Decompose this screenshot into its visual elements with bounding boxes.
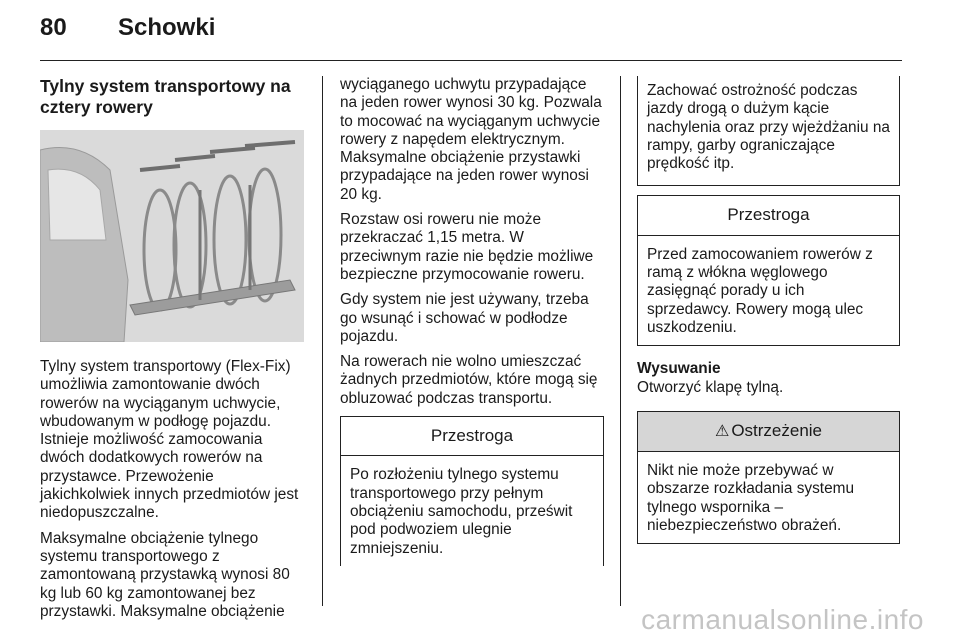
paragraph: Maksymalne obciążenie tylnego systemu transportowego z zamontowaną przystawką wynosi 80 kg lub 60 kg zamontowanej bez przystawki. Maksymalne obciążenie <box>40 529 290 620</box>
bike-carrier-illustration <box>40 130 304 342</box>
warning-title: Ostrzeżenie <box>731 420 823 440</box>
warning-triangle-icon: ⚠ <box>714 422 730 440</box>
paragraph: Gdy system nie jest używany, trzeba go wsunąć i schować w podłodze pojazdu. <box>340 291 589 345</box>
caution-title: Przestroga <box>341 417 603 456</box>
paragraph: wyciąganego uchwytu przypadające na jeden rower wynosi 30 kg. Pozwala to mocować na wyciąganym uchwycie rowery z napędem elektrycznym. Maksymalne obciążenie przystawki przypadające na jeden rower wynosi 20 kg. <box>340 76 602 203</box>
chapter-title: Schowki <box>118 14 216 41</box>
section-title: Tylny system transportowy na cztery rowery <box>40 76 291 117</box>
caution-box <box>340 416 604 566</box>
caution-text: Przed zamocowaniem rowerów z ramą z włókna węglowego zasięgnąć porady u ich sprzedawcy. Rowery mogą ulec uszkodzeniu. <box>647 245 873 336</box>
subheading: Wysuwanie <box>637 360 721 378</box>
column-divider <box>620 76 621 606</box>
caution-box <box>637 195 900 346</box>
bike-carrier-drawing <box>40 130 304 342</box>
column-divider <box>322 76 323 606</box>
paragraph: Na rowerach nie wolno umieszczać żadnych przedmiotów, które mogą się obluzować podczas transportu. <box>340 353 598 407</box>
header-rule <box>40 60 902 61</box>
column-2 <box>340 76 604 566</box>
caution-text: Po rozłożeniu tylnego systemu transportowego przy pełnym obciążeniu samochodu, prześwit pod podwoziem ulegnie zmniejszeniu. <box>350 466 573 557</box>
warning-header <box>638 412 899 452</box>
paragraph: Rozstaw osi roweru nie może przekraczać 1,15 metra. W przeciwnym razie nie będzie możliwe bezpieczne przymocowanie roweru. <box>340 211 594 283</box>
continued-caution-box <box>637 76 900 186</box>
watermark: carmanualsonline.info <box>641 604 924 635</box>
page-number: 80 <box>40 14 67 41</box>
paragraph: Tylny system transportowy (Flex-Fix) umożliwia zamontowanie dwóch rowerów na wyciąganym uchwycie, wbudowanym w podłogę pojazdu. Istnieje możliwość zamocowania dwóch dodatkowych rowerów na przystawce. Przewożenie jakichkolwiek innych przedmiotów jest niedopuszczalne. <box>40 358 299 522</box>
instruction-text: Otworzyć klapę tylną. <box>637 378 784 396</box>
column-1 <box>40 76 306 628</box>
warning-box <box>637 411 900 544</box>
warning-text: Nikt nie może przebywać w obszarze rozkładania systemu tylnego wspornika – niebezpieczeństwo obrażeń. <box>647 462 855 535</box>
column-3 <box>637 76 900 544</box>
continued-caution-text: Zachować ostrożność podczas jazdy drogą o dużym kącie nachylenia oraz przy wjeżdżaniu na rampy, garby ograniczające prędkość itp. <box>647 82 890 173</box>
caution-title: Przestroga <box>638 196 899 235</box>
